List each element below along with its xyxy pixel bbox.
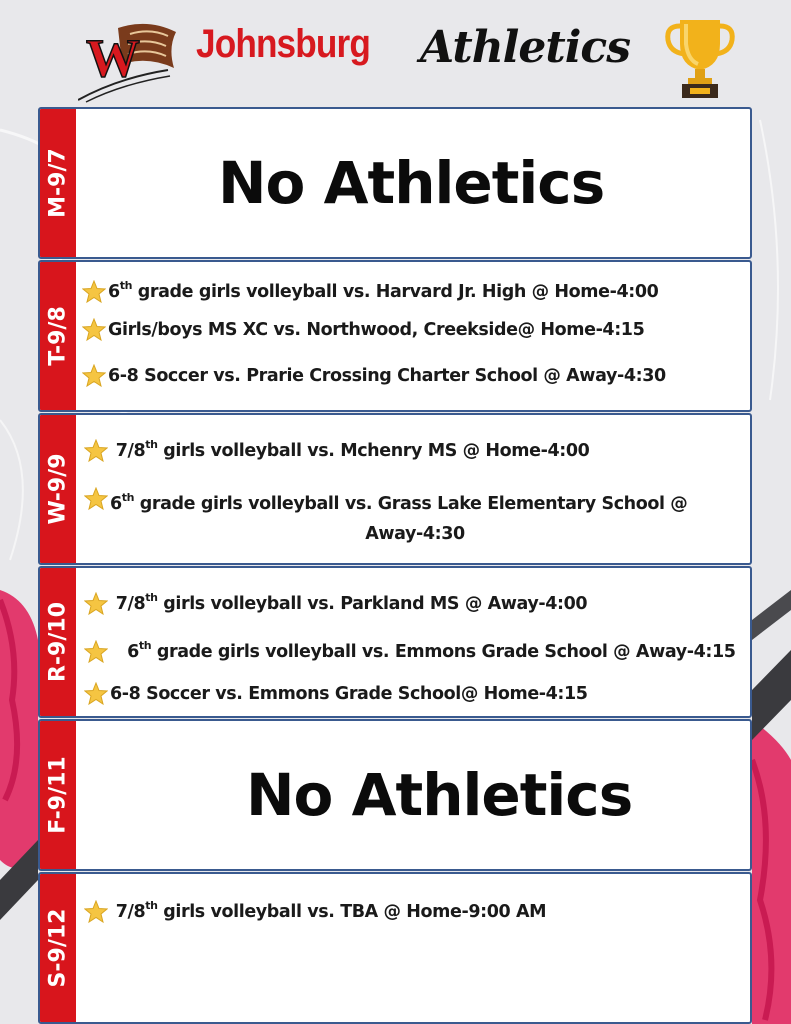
day-row-friday <box>38 719 752 871</box>
brand-subtitle: Athletics <box>420 22 630 73</box>
day-label: R-9/10 <box>45 601 71 683</box>
day-label: T-9/8 <box>45 306 71 366</box>
star-icon <box>84 439 108 463</box>
day-label: M-9/7 <box>45 148 71 218</box>
no-athletics-text: No Athletics <box>218 149 605 217</box>
star-icon <box>82 318 106 342</box>
no-athletics-text: No Athletics <box>246 761 633 829</box>
day-row-tuesday <box>38 260 752 412</box>
event-item: 7/8th girls volleyball vs. TBA @ Home-9:00 AM <box>84 902 546 924</box>
brand-name: Johnsburg <box>196 22 370 66</box>
day-label: W-9/9 <box>45 453 71 525</box>
event-item: 7/8th girls volleyball vs. Mchenry MS @ Home-4:00 <box>84 441 589 463</box>
day-tab <box>40 721 76 869</box>
star-icon <box>84 900 108 924</box>
star-icon <box>84 682 108 706</box>
event-item: 6th grade girls volleyball vs. Harvard Jr. High @ Home-4:00 <box>82 282 658 304</box>
trophy-icon <box>664 14 736 98</box>
day-tab <box>40 415 76 563</box>
day-label: S-9/12 <box>45 908 71 988</box>
event-item: 7/8th girls volleyball vs. Parkland MS @ Away-4:00 <box>84 594 587 616</box>
day-tab <box>40 874 76 1022</box>
day-row-thursday <box>38 566 752 718</box>
logo <box>78 18 188 103</box>
event-item: 6th grade girls volleyball vs. Grass Lake Elementary School @ Away-4:30 <box>84 489 720 549</box>
star-icon <box>84 640 108 664</box>
star-icon <box>84 487 108 511</box>
star-icon <box>84 592 108 616</box>
day-row-saturday <box>38 872 752 1024</box>
day-row-wednesday <box>38 413 752 565</box>
event-item: 6-8 Soccer vs. Prarie Crossing Charter School @ Away-4:30 <box>82 366 666 388</box>
day-label: F-9/11 <box>45 756 71 834</box>
logo-letter: W <box>86 28 140 88</box>
day-tab <box>40 109 76 257</box>
header <box>0 0 791 105</box>
star-icon <box>82 364 106 388</box>
event-item: Girls/boys MS XC vs. Northwood, Creekside@ Home-4:15 <box>82 320 644 342</box>
day-tab <box>40 568 76 716</box>
star-icon <box>82 280 106 304</box>
event-item: 6-8 Soccer vs. Emmons Grade School@ Home-4:15 <box>84 684 588 706</box>
day-row-monday <box>38 107 752 259</box>
event-item: 6th grade girls volleyball vs. Emmons Grade School @ Away-4:15 <box>84 642 736 664</box>
day-tab <box>40 262 76 410</box>
